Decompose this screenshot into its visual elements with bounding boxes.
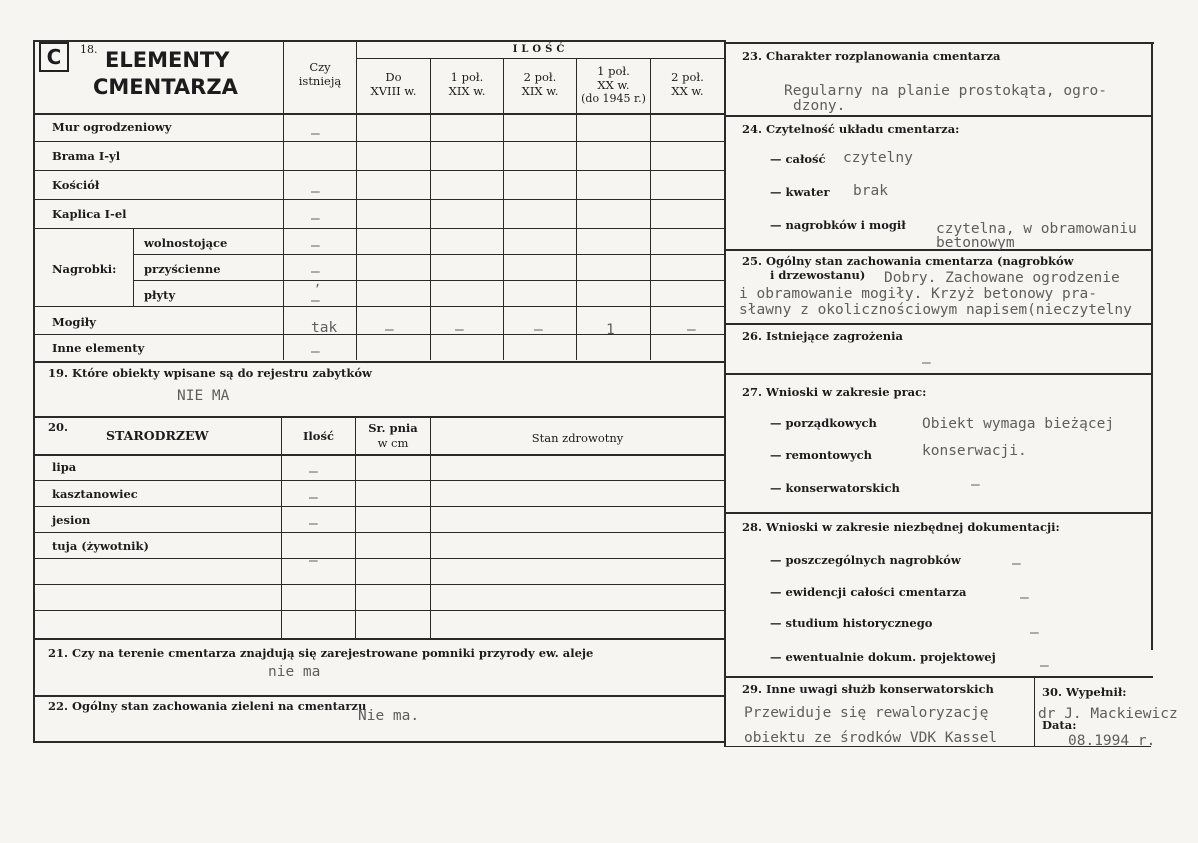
line-h-q21	[33, 638, 726, 640]
line-h-q27	[726, 373, 1153, 375]
q20-title: STARODRZEW	[106, 428, 209, 443]
row-line	[35, 170, 724, 171]
tree-count-lipa: –	[309, 464, 318, 480]
section-letter-box	[39, 42, 69, 72]
q28-item-0: — poszczególnych nagrobków	[770, 553, 961, 567]
row-label-wolnostojace: wolnostojące	[144, 236, 228, 250]
exists-mark: ,	[314, 275, 322, 289]
q24-nagrobkow-value-l1: czytelna, w obramowaniu	[936, 221, 1137, 237]
row-label-inne: Inne elementy	[52, 341, 145, 355]
tree-kasztanowiec: kasztanowiec	[52, 487, 138, 501]
line-v-p4	[650, 58, 651, 360]
row-label-brama: Brama I-yl	[52, 149, 121, 163]
period-3-l2: XX w.	[597, 78, 630, 92]
q26-answer: –	[922, 355, 931, 371]
q20-col-diam-l1: Sr. pnia	[368, 421, 418, 435]
line-v-nagrobki	[133, 228, 134, 306]
q27-answer-l1: Obiekt wymaga bieżącej	[922, 416, 1115, 432]
tree-row-line	[35, 584, 724, 585]
period-3-l1: 1 poł.	[597, 64, 630, 78]
q27-answer-l2: konserwacji.	[922, 443, 1027, 459]
row-line	[35, 141, 724, 142]
q23-label: 23. Charakter rozplanowania cmentarza	[742, 49, 1001, 63]
q26-label: 26. Istniejące zagrożenia	[742, 329, 903, 343]
line-v-tree-count	[281, 416, 282, 638]
tree-row-line	[35, 610, 724, 611]
period-1-l1: 1 poł.	[450, 70, 484, 84]
row-label-mur: Mur ogrodzeniowy	[52, 120, 172, 134]
mogily-count-p4: –	[687, 322, 696, 338]
col-exists-l2: istnieją	[298, 74, 342, 88]
q27-remontowych: — remontowych	[770, 448, 873, 462]
q27-konserwatorskich: — konserwatorskich	[770, 481, 900, 495]
col-exists-l1: Czy	[309, 60, 331, 74]
q23-answer-l2: dzony.	[793, 98, 846, 114]
q30-label: 30. Wypełnił:	[1042, 685, 1127, 699]
row-label-kaplica: Kaplica I-el	[52, 207, 127, 221]
q28-label: 28. Wnioski w zakresie niezbędnej dokumentacji:	[742, 520, 1060, 534]
exists-plyty: –	[311, 293, 320, 309]
q23-answer-l1: Regularny na planie prostokąta, ogro-	[784, 83, 1108, 99]
q25-answer-l2: i obramowanie mogiły. Krzyż betonowy pra-	[739, 286, 1097, 302]
q28-value-2: –	[1030, 625, 1039, 641]
section-title-line1: ELEMENTY	[105, 48, 230, 72]
q29-label: 29. Inne uwagi służb konserwatorskich	[742, 682, 994, 696]
section-letter: C	[46, 45, 62, 69]
q22-label: 22. Ogólny stan zachowania zieleni na cmentarzu	[48, 699, 367, 713]
line-h-q24	[726, 115, 1153, 117]
section-number: 18.	[80, 43, 98, 56]
exists-przyscienne: –	[311, 264, 320, 280]
q24-label: 24. Czytelność układu cmentarza:	[742, 122, 960, 136]
tree-count-tuja: –	[309, 553, 318, 569]
period-2-l1: 2 poł.	[523, 70, 557, 84]
period-1-l2: XIX w.	[448, 84, 486, 98]
row-label-przyscienne: przyścienne	[144, 262, 221, 276]
q20-col-count: Ilość	[303, 429, 334, 443]
line-v-exists	[283, 40, 284, 360]
q22-answer: Nie ma.	[358, 708, 420, 724]
exists-mogily: tak	[311, 320, 338, 336]
tree-count-jesion: –	[309, 516, 318, 532]
frame-right	[1151, 42, 1153, 650]
period-2-l2: XIX w.	[521, 84, 559, 98]
q24-calosc-label: — całość	[770, 152, 826, 166]
line-h-q26	[726, 323, 1153, 325]
q25-label-l1: 25. Ogólny stan zachowania cmentarza (nagrobków	[742, 254, 1074, 268]
tree-row-line	[35, 506, 724, 507]
mogily-count-p0: –	[385, 322, 394, 338]
q25-answer-l3: sławny z okolicznościowym napisem(nieczytelny	[739, 302, 1132, 318]
row-line	[35, 334, 724, 335]
q30-date-value: 08.1994 r.	[1068, 733, 1156, 749]
q28-item-1: — ewidencji całości cmentarza	[770, 585, 967, 599]
tree-lipa: lipa	[52, 460, 77, 474]
q25-answer-l1: Dobry. Zachowane ogrodzenie	[884, 270, 1120, 286]
q28-value-3: –	[1040, 658, 1049, 674]
frame-top-right	[726, 42, 1154, 44]
line-h-ilosc	[357, 58, 724, 59]
tree-row-line	[35, 532, 724, 533]
q24-nagrobkow-value-l2: betonowym	[936, 235, 1015, 251]
line-h-q20	[33, 416, 726, 418]
line-h-header-bottom	[33, 113, 726, 115]
q24-nagrobkow-label: — nagrobków i mogił	[770, 218, 906, 232]
line-h-q28	[726, 512, 1153, 514]
line-v-tree-health	[430, 416, 431, 638]
line-h-q22	[33, 695, 726, 697]
row-label-nagrobki: Nagrobki:	[52, 262, 117, 276]
tree-row-line	[35, 558, 724, 559]
exists-wolnostojace: –	[311, 238, 320, 254]
q20-col-health: Stan zdrowotny	[531, 431, 624, 445]
q21-label: 21. Czy na terenie cmentarza znajdują się zarejestrowane pomniki przyrody ew. aleje	[48, 646, 594, 660]
q29-answer-l2: obiektu ze środków VDK Kassel	[744, 730, 998, 746]
row-line	[35, 306, 724, 307]
exists-inne: –	[311, 344, 320, 360]
frame-bottom-left	[33, 741, 726, 743]
mogily-count-p3: 1	[606, 322, 615, 338]
line-v-p2	[503, 58, 504, 360]
q28-item-2: — studium historycznego	[770, 616, 933, 630]
q30-name: dr J. Mackiewicz	[1038, 706, 1178, 722]
q25-label-l2: i drzewostanu)	[770, 268, 866, 282]
exists-mur: –	[311, 126, 320, 142]
row-label-mogily: Mogiły	[52, 315, 96, 329]
exists-kaplica: –	[311, 211, 320, 227]
period-0-l1: Do	[385, 70, 402, 84]
q27-konserw-value: –	[971, 477, 980, 493]
q29-answer-l1: Przewiduje się rewaloryzację	[744, 705, 989, 721]
line-v-p1	[430, 58, 431, 360]
q28-item-3: — ewentualnie dokum. projektowej	[770, 650, 996, 664]
row-line	[35, 228, 724, 229]
mogily-count-p2: –	[534, 322, 543, 338]
row-line	[35, 199, 724, 200]
col-ilosc: ILOŚĆ	[512, 44, 569, 55]
period-3-l3: (do 1945 r.)	[581, 92, 646, 105]
tree-jesion: jesion	[52, 513, 91, 527]
q20-number: 20.	[48, 420, 69, 434]
line-h-q19	[33, 361, 726, 363]
row-label-kosciol: Kościół	[52, 178, 100, 192]
tree-tuja: tuja (żywotnik)	[52, 539, 149, 553]
q27-label: 27. Wnioski w zakresie prac:	[742, 385, 927, 399]
exists-kosciol: –	[311, 184, 320, 200]
frame-top-left	[33, 40, 726, 42]
section-title-line2: CMENTARZA	[93, 75, 238, 99]
q24-calosc-value: czytelny	[843, 150, 913, 166]
tree-count-kasztanowiec: –	[309, 490, 318, 506]
q28-value-0: –	[1012, 556, 1021, 572]
mogily-count-p1: –	[455, 322, 464, 338]
period-0-l2: XVIII w.	[370, 84, 417, 98]
q24-kwater-label: — kwater	[770, 185, 830, 199]
row-label-plyty: płyty	[144, 288, 176, 302]
frame-middle	[724, 40, 726, 747]
q28-value-1: –	[1020, 590, 1029, 606]
q20-col-diam-l2: w cm	[377, 436, 409, 450]
period-4-l2: XX w.	[671, 84, 704, 98]
frame-left	[33, 40, 35, 742]
line-v-q30	[1034, 676, 1035, 746]
tree-row-line	[35, 480, 724, 481]
row-line	[133, 280, 724, 281]
line-h-tree-header	[33, 454, 726, 456]
q27-porzadkowych: — porządkowych	[770, 416, 877, 430]
q30-date-label: Data:	[1042, 718, 1077, 732]
q24-kwater-value: brak	[853, 183, 888, 199]
row-line	[133, 254, 724, 255]
q19-answer: NIE MA	[177, 388, 230, 404]
q21-answer: nie ma	[268, 664, 321, 680]
period-4-l1: 2 poł.	[671, 70, 704, 84]
line-h-q29	[726, 676, 1153, 678]
q19-label: 19. Które obiekty wpisane są do rejestru zabytków	[48, 366, 372, 380]
